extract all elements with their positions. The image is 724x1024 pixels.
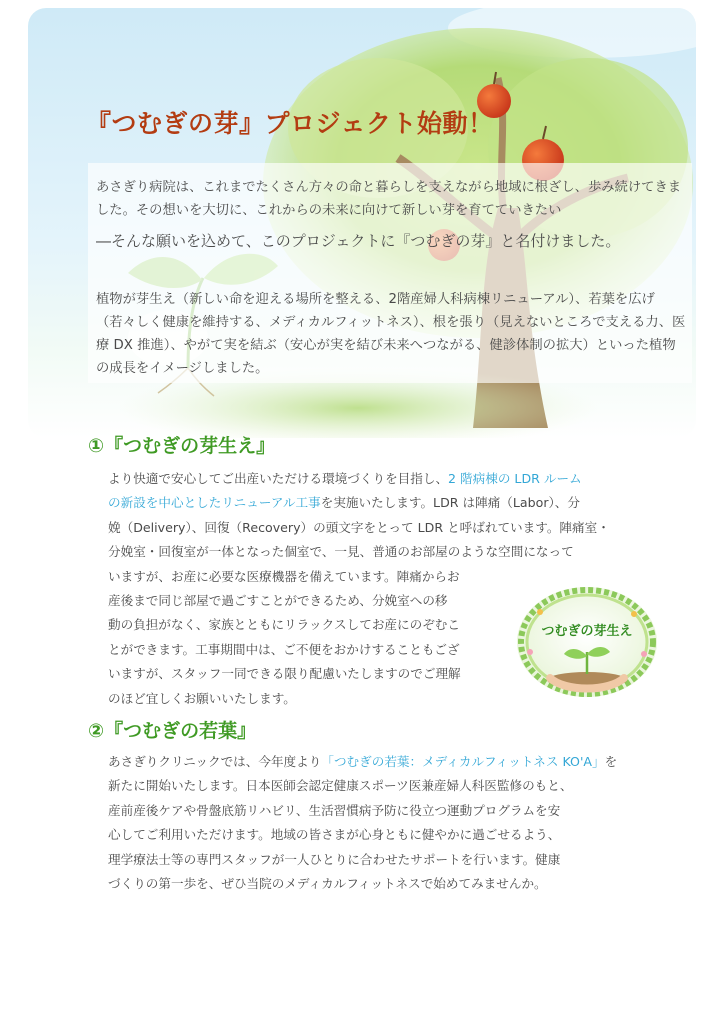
section-heading-young-leaf: ②『つむぎの若葉』: [88, 720, 257, 742]
text-line: [108, 467, 628, 491]
text-line: [108, 750, 648, 774]
highlight-text: 「つむぎの若葉：メディカルフィットネス KO'A」: [321, 754, 605, 769]
intro-paragraph-1b: ―そんな願いを込めて、このプロジェクトに『つむぎの芽』と名付けました。: [96, 232, 621, 250]
body-text-segment: いますが、お産に必要な医療機器を備えています。陣痛からお: [108, 568, 460, 584]
body-text-segment: より快適で安心してご出産いただける環境づくりを目指し、: [108, 471, 449, 486]
body-text-segment: とができます。工事期間中は、ご不便をおかけすることもござ: [108, 641, 460, 657]
body-text-segment: いますが、スタッフ一同できる限り配慮いたしますのでご理解: [108, 666, 461, 682]
body-text-segment: 心してご利用いただけます。地域の皆さまが心身ともに健やかに過ごせるよう、: [108, 827, 561, 843]
text-line: [108, 774, 648, 798]
text-line: [108, 540, 628, 564]
body-text-segment: 理学療法士等の専門スタッフが一人ひとりに合わせたサポートを行います。健康: [108, 851, 561, 867]
body-text-segment: を実施いたします。LDR は陣痛（Labor）、分: [320, 495, 580, 511]
body-text-segment: のほど宜しくお願いいたします。: [108, 690, 296, 706]
body-text-segment: 新たに開始いたします。日本医師会認定健康スポーツ医兼産婦人科医監修のもと、: [108, 778, 573, 794]
text-line: [108, 516, 628, 540]
highlight-text: の新設を中心としたリニューアル工事: [108, 495, 321, 511]
body-text-segment: あさぎりクリニックでは、今年度より: [108, 754, 322, 769]
body-text-segment: 産前産後ケアや骨盤底筋リハビリ、生活習慣病予防に役立つ運動プログラムを安: [108, 802, 561, 818]
section-young-leaf-body: [108, 750, 648, 896]
section-heading-sprout: ①『つむぎの芽生え』: [88, 435, 276, 457]
intro-paragraph-2: 植物が芽生え（新しい命を迎える場所を整える、2階産婦人科病棟リニューアル）、若葉を広げ（若々しく健康を維持する、メディカルフィットネス）、根を張り（見えないところで支える力、医療 DX 推進）、やがて実を結ぶ（安心が実を結び未来へつながる、健診体制の拡大）といった植物の成長をイメージしました。: [96, 292, 686, 376]
text-line: [108, 799, 648, 823]
tsumugi-sprout-badge: [510, 582, 664, 702]
body-text-segment: を: [604, 754, 618, 769]
body-text-segment: 動の負担がなく、家族とともにリラックスしてお産にのぞむこ: [108, 617, 460, 633]
text-line: [108, 491, 628, 515]
text-line: [108, 823, 648, 847]
intro-paragraph-1: あさぎり病院は、これまでたくさん方々の命と暮らしを支えながら地域に根ざし、歩み続けてきました。その想いを大切に、これからの未来に向けて新しい芽を育てていきたい: [96, 180, 682, 218]
body-text-segment: づくりの第一歩を、ぜひ当院のメディカルフィットネスで始めてみませんか。: [108, 876, 547, 892]
text-line: [108, 872, 648, 896]
body-text-segment: 分娩室・回復室が一体となった個室で、一見、普通のお部屋のような空間になって: [108, 544, 574, 560]
body-text-segment: 産後まで同じ部屋で過ごすことができるため、分娩室への移: [108, 593, 448, 609]
text-line: [108, 848, 648, 872]
wreath-icon: [510, 582, 664, 702]
badge-label: つむぎの芽生え: [541, 624, 633, 639]
highlight-text: 2 階病棟の LDR ルーム: [448, 471, 582, 486]
body-text-segment: 娩（Delivery）、回復（Recovery）の頭文字をとって LDR と呼ばれています。陣痛室・: [108, 519, 610, 535]
page-title: 『つむぎの芽』プロジェクト始動！: [86, 109, 494, 138]
